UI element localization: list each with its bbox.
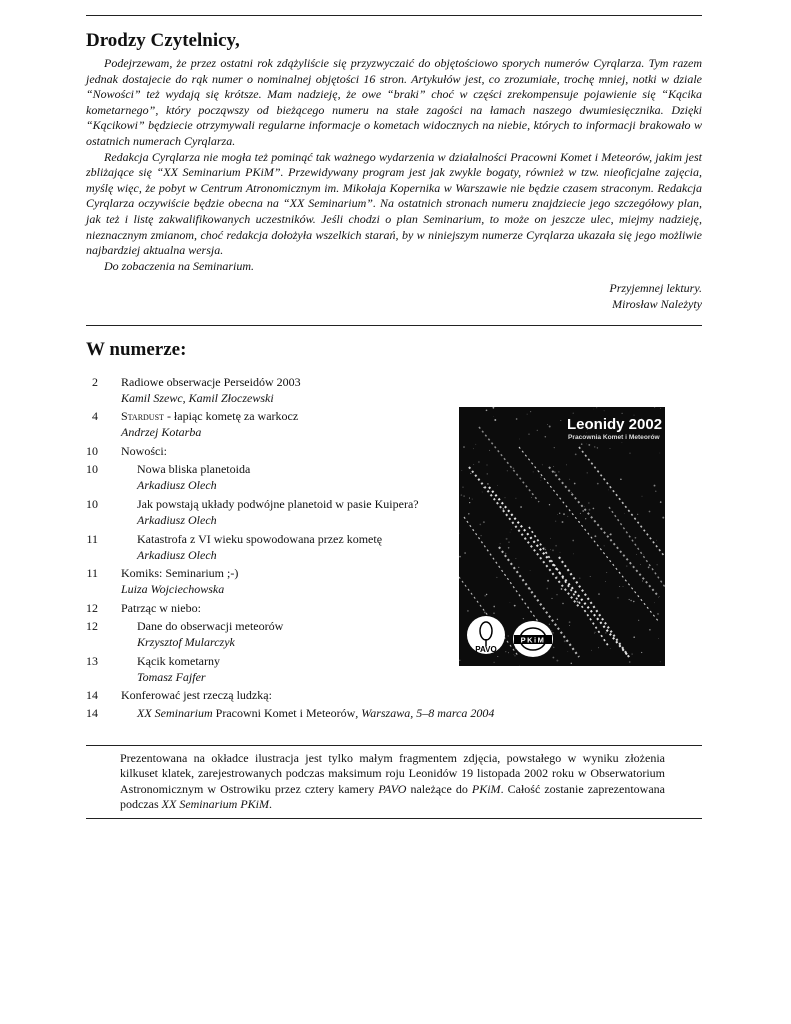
star [541, 480, 542, 481]
star [623, 586, 624, 587]
toc-entry [86, 600, 456, 618]
star [610, 448, 611, 449]
toc-title-smallcaps: Stardust [121, 409, 164, 423]
contents-heading: W numerze: [86, 339, 187, 360]
star [459, 533, 460, 534]
star [513, 467, 515, 469]
star [497, 656, 498, 657]
toc-title: Nowa bliska planetoida [137, 462, 251, 476]
caption-top-rule [86, 745, 702, 746]
star [633, 601, 634, 602]
star [542, 464, 543, 465]
star [621, 442, 622, 443]
star [482, 492, 483, 493]
star [584, 506, 585, 507]
caption-text: . [268, 797, 272, 812]
toc-page: 4 [92, 409, 98, 423]
toc-title: Katastrofa z VI wieku spowodowana przez kometę [137, 532, 383, 546]
star [461, 494, 463, 496]
star [657, 564, 658, 565]
star [516, 418, 518, 420]
star [657, 613, 659, 615]
star [483, 521, 485, 523]
star [610, 533, 612, 535]
toc-author: Krzysztof Mularczyk [137, 635, 235, 649]
star [557, 619, 558, 620]
star [496, 577, 497, 578]
star [519, 439, 520, 440]
star [642, 580, 643, 581]
star [511, 529, 512, 530]
star [595, 632, 596, 633]
star [561, 588, 563, 590]
star [620, 479, 622, 481]
toc-title: Komiks: Seminarium ;-) [121, 566, 239, 580]
editorial-letter [86, 56, 702, 274]
star [642, 496, 643, 497]
toc-page: 11 [86, 566, 98, 580]
star [551, 598, 552, 599]
toc-entry [86, 443, 456, 461]
star [590, 576, 591, 577]
star [555, 521, 556, 522]
toc-page: 11 [86, 532, 98, 546]
toc-title [137, 705, 495, 721]
toc-section-title: Konferować jest rzeczą ludzką: [121, 688, 272, 702]
star [516, 558, 517, 559]
toc-entry [86, 618, 456, 653]
toc-page: 14 [86, 688, 98, 702]
star [594, 535, 596, 537]
toc-page: 2 [92, 375, 98, 389]
star [510, 532, 511, 533]
star [486, 594, 487, 595]
toc-page: 10 [86, 497, 98, 511]
meteor-trail [579, 447, 665, 557]
star [493, 416, 494, 417]
star [508, 652, 509, 653]
star [467, 610, 469, 612]
star [605, 632, 606, 633]
star [547, 424, 548, 425]
star [574, 483, 576, 485]
star [598, 593, 600, 595]
star [500, 543, 501, 544]
star [604, 410, 605, 411]
star [640, 564, 641, 565]
meteor-trail [489, 487, 629, 657]
star [475, 444, 476, 445]
star [486, 409, 488, 411]
star [659, 453, 660, 454]
caption-text: Prezentowana na okładce ilustracja jest tylko małym fragmentem zdjęcia, powstałego w wyniku złożenia kilkuset klatek, zarejestrowanych podczas maksimum roju Leonidów 19 listopada 2002 roku w Obserwatorium Astronomicznym w Ostrowiku przez cztery kamery [120, 751, 665, 796]
star [464, 552, 466, 554]
star [520, 506, 522, 508]
toc-author: Luiza Wojciechowska [121, 582, 225, 596]
star [593, 409, 594, 410]
star [515, 498, 516, 499]
star [497, 485, 498, 486]
star [658, 638, 659, 639]
toc-entry [86, 687, 456, 705]
meteor-trail [519, 447, 659, 622]
star [649, 629, 651, 631]
star [567, 651, 568, 652]
star [648, 567, 650, 569]
star [608, 490, 609, 491]
star [463, 495, 464, 496]
toc-title: Kącik kometarny [137, 654, 220, 668]
toc-author: Arkadiusz Olech [137, 513, 217, 527]
meteor-trail [469, 467, 579, 607]
star [544, 547, 545, 548]
toc-page: 14 [86, 706, 98, 720]
top-rule [86, 15, 702, 16]
caption-pkim: PKiM [471, 781, 501, 796]
star [557, 594, 558, 595]
letter-paragraph-3: Do zobaczenia na Seminarium. [104, 258, 254, 273]
star [478, 461, 480, 463]
star [473, 464, 474, 465]
star [562, 521, 564, 523]
toc-author: Arkadiusz Olech [137, 478, 217, 492]
star [587, 472, 588, 473]
star [605, 581, 606, 582]
star [567, 516, 568, 517]
star [573, 413, 574, 414]
star [547, 580, 549, 582]
contents-rule [86, 325, 702, 326]
letter-paragraph-2: Redakcja Cyrqlarza nie mogła też pominąć tak ważnego wydarzenia w działalności Pracowni Komet i Meteorów, jakim jest zbliżające się “XX Seminarium PKiM”. Przewidywany program jest jak zwykle bogaty, również w tzw. nieoficjalne zajęcia, myślę więc, że pobyt w Centrum Atronomicznym im. Mikołaja Kopernika w Warszawie nie będzie czasem straconym. Redakcja Cyrqlarza oczywiście będzie obecna na “XX Seminarium”. Na ostatnich stronach numeru znajdziecie jego szczegółowy plan, jak też i listę zakwalifikowanych uczestników. Jeśli chodzi o plan Seminarium, to może on jeszcze ulec, miejmy nadzieję, nieznacznym zmianom, choć redakcja dołożyła wszelkich starań, by w niniejszym numerze Cyrqlarza ukazała się jego możliwie najbardziej aktualna wersja. [86, 149, 702, 258]
toc-title: Dane do obserwacji meteorów [137, 619, 284, 633]
star [559, 513, 560, 514]
star [643, 554, 644, 555]
star [624, 513, 625, 514]
star [598, 647, 599, 648]
star [473, 448, 474, 449]
star [489, 450, 490, 451]
star [481, 535, 482, 536]
closing-line: Przyjemnej lektury. [609, 281, 702, 295]
star [632, 654, 633, 655]
meteor-trail [549, 467, 659, 597]
toc-entry [86, 705, 495, 723]
toc-page: 12 [86, 619, 98, 633]
toc-page: 10 [86, 444, 98, 458]
star [654, 485, 656, 487]
star [569, 621, 571, 623]
toc-title-italic-tail: , Warszawa, 5–8 marca 2004 [355, 706, 495, 720]
letter-paragraph-1: Podejrzewam, że przez ostatni rok zdążyliście się przyzwyczaić do objętościowo sporych numerów Cyrqlarza. Tym razem jednak dostajecie do rąk numer o nominalnej objętości 16 stron. Artykułów jest, co zrozumiałe, trochę mniej, notki w dziale “Nowości” też wydają się krótsze. Mam nadzieję, że owe “braki” choć w części zrekompensuje pojawienie się “Kącika kometarnego”, który począwszy od bieżącego numeru na stałe zagości na łamach naszego dwumiesięcznika. Dzięki “Kącikowi” będziecie otrzymywali regularne informacje o kometach widocznych na niebie, których to informacji brakowało w ostatnich numerach Cyrqlarza. [86, 56, 702, 148]
star [493, 662, 494, 663]
toc-entry [86, 408, 456, 443]
star [571, 492, 572, 493]
pavo-logo [465, 614, 507, 656]
star [637, 514, 638, 515]
star [660, 661, 661, 662]
toc-entry [86, 531, 456, 565]
star [580, 513, 581, 514]
star [508, 547, 510, 549]
star [530, 570, 531, 571]
cover-caption [120, 751, 665, 813]
star [530, 411, 531, 412]
toc-author: Kamil Szewc, Kamil Złoczewski [121, 391, 274, 405]
star [575, 454, 577, 456]
star [549, 504, 550, 505]
star [459, 660, 460, 661]
star [463, 446, 465, 448]
star [503, 508, 505, 510]
star [585, 518, 586, 519]
toc-title: Jak powstają układy podwójne planetoid w pasie Kuipera? [137, 497, 419, 511]
pkim-logo-text: PKiM [520, 635, 546, 645]
star [589, 509, 591, 511]
pavo-logo-text: PAVO [475, 645, 497, 654]
pkim-logo [511, 619, 555, 659]
toc-title: Radiowe obserwacje Perseidów 2003 [121, 375, 301, 389]
star [641, 652, 642, 653]
star [470, 473, 471, 474]
signature-block [609, 281, 702, 312]
star [557, 514, 558, 515]
star [510, 602, 511, 603]
star [558, 471, 559, 472]
star [519, 665, 520, 666]
star [527, 414, 528, 415]
caption-seminar: XX Seminarium PKiM [161, 797, 269, 812]
star [550, 549, 551, 550]
star [604, 546, 605, 547]
toc-title-mid: Pracowni Komet i Meteorów [212, 706, 356, 720]
star [586, 444, 587, 445]
star [638, 620, 639, 621]
star [484, 595, 486, 597]
star [487, 473, 489, 475]
star [518, 567, 519, 568]
star [554, 447, 555, 448]
star [537, 430, 538, 431]
star [560, 552, 561, 553]
star [566, 465, 567, 466]
star [563, 513, 565, 515]
toc-entry [86, 653, 456, 687]
star [514, 605, 516, 607]
star [610, 648, 611, 649]
toc-page: 10 [86, 462, 98, 476]
star [626, 565, 627, 566]
star [660, 501, 662, 503]
star [553, 466, 554, 467]
star [654, 602, 655, 603]
caption-text: . Całość zostanie zaprezentowana podczas [120, 781, 665, 812]
toc-title-rest: - łapiąc kometę za warkocz [163, 409, 299, 423]
star [656, 540, 657, 541]
star [573, 554, 574, 555]
star [562, 603, 563, 604]
star [486, 464, 487, 465]
star [649, 511, 651, 513]
star [461, 470, 462, 471]
star [533, 471, 534, 472]
toc-author: Tomasz Fajfer [137, 670, 206, 684]
toc-section-title: Patrząc w niebo: [121, 601, 201, 615]
star [560, 420, 561, 421]
star [660, 408, 661, 409]
star [555, 545, 557, 547]
star [594, 446, 596, 448]
star [633, 636, 635, 638]
star [472, 499, 473, 500]
caption-bottom-rule [86, 818, 702, 819]
star [569, 625, 570, 626]
toc-page: 13 [86, 654, 98, 668]
star [581, 443, 583, 445]
star [597, 447, 598, 448]
star [606, 572, 607, 573]
star [597, 483, 599, 485]
signature: Mirosław Należyty [612, 296, 702, 311]
star [571, 663, 572, 664]
star [629, 661, 631, 663]
star [505, 553, 506, 554]
toc-entry [86, 496, 456, 531]
star [579, 521, 580, 522]
star [505, 497, 506, 498]
star [556, 660, 558, 662]
star [629, 453, 630, 454]
star [545, 436, 546, 437]
star [493, 606, 495, 608]
star [569, 479, 570, 480]
star [531, 497, 532, 498]
star [655, 491, 656, 492]
star [468, 513, 470, 515]
star [596, 407, 597, 408]
star [493, 407, 495, 409]
star [621, 413, 622, 414]
caption-pavo: PAVO [378, 781, 407, 796]
star [487, 483, 489, 485]
star [662, 517, 664, 519]
star [549, 426, 551, 428]
toc-entry [86, 461, 456, 496]
toc-page: 12 [86, 601, 98, 615]
star [554, 471, 556, 473]
toc-author: Andrzej Kotarba [121, 425, 202, 439]
star [552, 549, 554, 551]
star [582, 510, 584, 512]
cover-subtitle: Pracownia Komet i Meteorów [568, 434, 660, 441]
star [593, 508, 595, 510]
star [506, 538, 508, 540]
star [546, 588, 548, 590]
star [588, 444, 590, 446]
cover-title: Leonidy 2002 [567, 416, 663, 433]
toc-title [121, 408, 456, 424]
star [636, 554, 637, 555]
star [459, 556, 461, 558]
star [579, 578, 580, 579]
meteor-trail [559, 557, 629, 657]
star [528, 433, 530, 435]
star [469, 498, 470, 499]
star [469, 502, 470, 503]
star [588, 502, 589, 503]
toc-title-italic: XX Seminarium [137, 706, 213, 720]
star [545, 549, 547, 551]
star [617, 597, 619, 599]
star [564, 640, 566, 642]
caption-text: należące do [406, 781, 472, 796]
star [577, 601, 579, 603]
star [635, 537, 637, 539]
toc-entry [86, 565, 456, 600]
star [550, 538, 551, 539]
star [594, 633, 595, 634]
star [619, 586, 620, 587]
toc-author: Arkadiusz Olech [137, 548, 217, 562]
star [629, 599, 630, 600]
star [479, 524, 481, 526]
toc-section-title: Nowości: [121, 444, 167, 458]
star [508, 635, 509, 636]
star [462, 486, 463, 487]
star [540, 476, 541, 477]
star [507, 470, 508, 471]
letter-heading: Drodzy Czytelnicy, [86, 30, 240, 51]
star [654, 407, 655, 408]
star [508, 542, 509, 543]
star [494, 419, 496, 421]
star [630, 600, 632, 602]
cover-image [459, 407, 665, 666]
star [591, 650, 592, 651]
toc-entry [86, 374, 456, 408]
star [572, 540, 574, 542]
